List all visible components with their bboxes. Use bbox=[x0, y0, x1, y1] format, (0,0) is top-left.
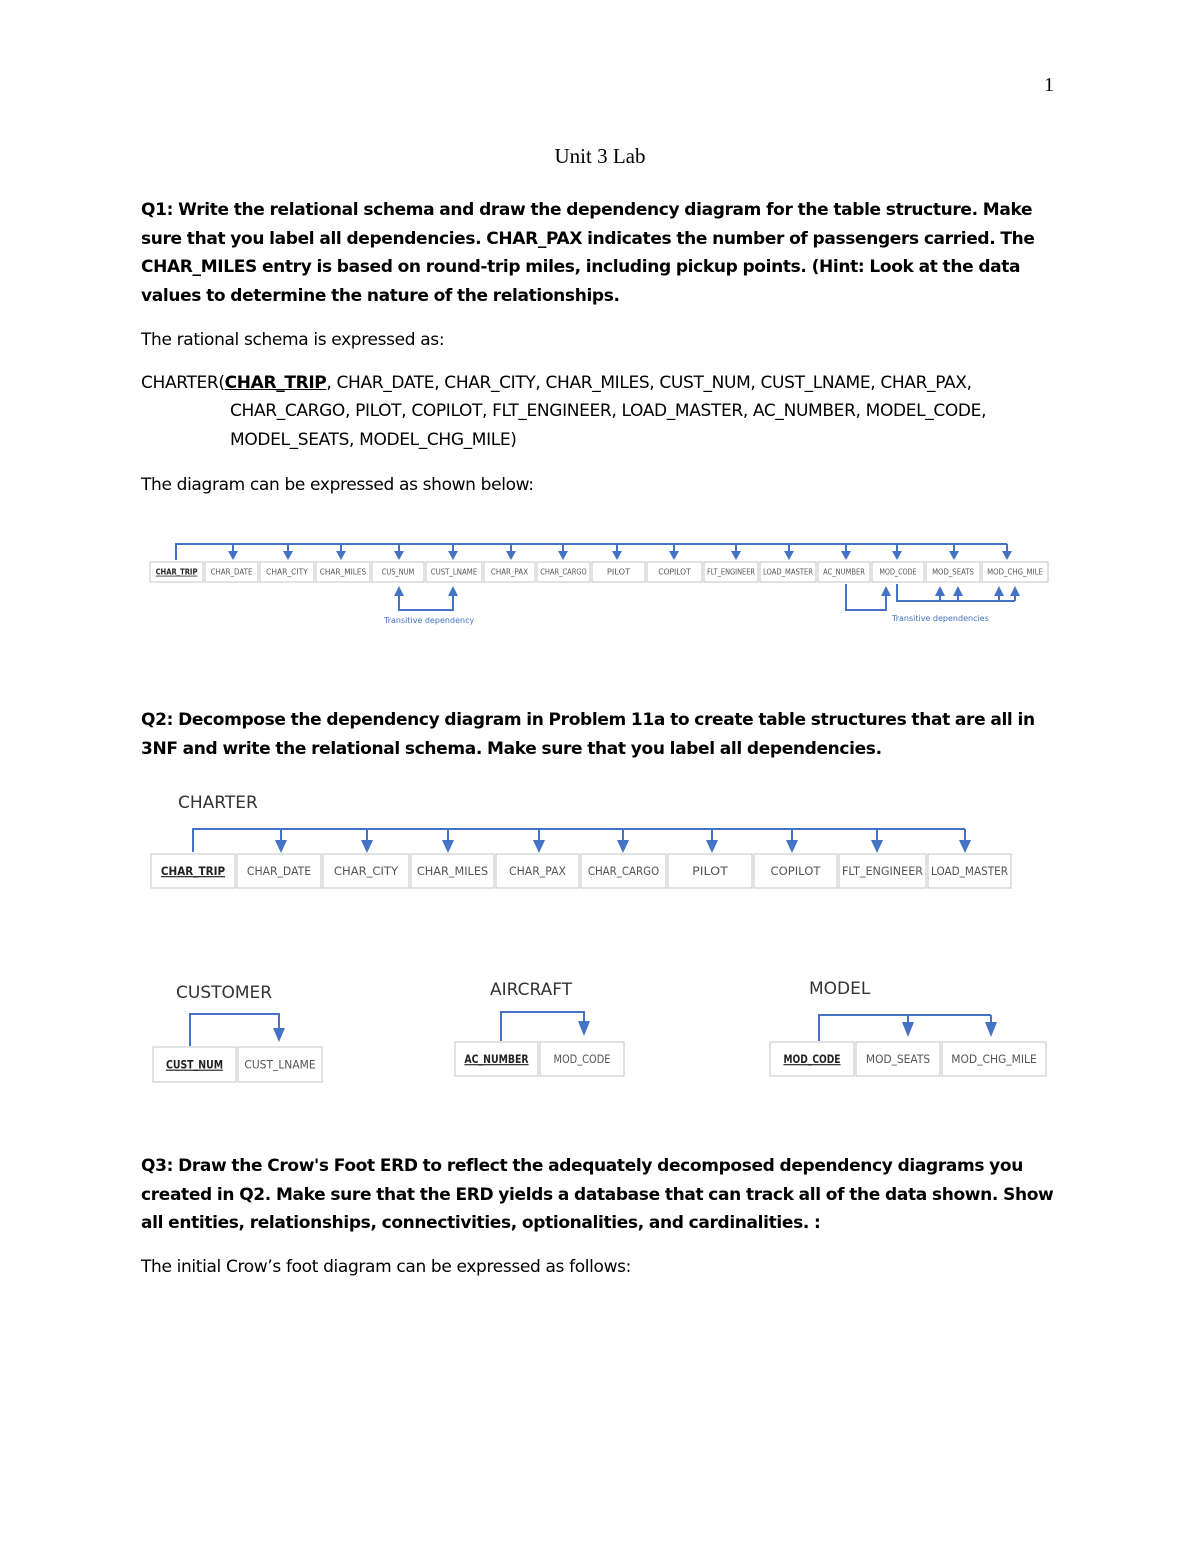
schema-intro: The rational schema is expressed as: bbox=[141, 330, 445, 350]
attribute-label: CHAR_CITY bbox=[266, 567, 309, 577]
attribute-label: LOAD_MASTER bbox=[763, 567, 813, 577]
primary-key-label: MOD_CODE bbox=[783, 1052, 856, 1067]
attribute-label: CUST_LNAME bbox=[244, 1057, 316, 1072]
q3-intro: The initial Crow’s foot diagram can be expressed as follows: bbox=[141, 1257, 632, 1277]
attribute-label: LOAD_MASTER bbox=[931, 864, 1008, 879]
attribute-label: MOD_SEATS bbox=[865, 1052, 931, 1067]
attribute-label: COPILOT bbox=[658, 567, 692, 577]
attribute-label: CUS_NUM bbox=[381, 567, 415, 577]
schema-line-2: CHAR_CARGO, PILOT, COPILOT, FLT_ENGINEER, LOAD_MASTER, AC_NUMBER, MODEL_CODE, bbox=[230, 401, 987, 421]
attribute-label: CHAR_PAX bbox=[508, 864, 567, 879]
schema-line-1-rest: , CHAR_DATE, CHAR_CITY, CHAR_MILES, CUST_NUM, CUST_LNAME, CHAR_PAX, bbox=[326, 373, 972, 393]
attribute-label: CHAR_DATE bbox=[210, 567, 253, 577]
primary-key-label: CHAR_TRIP bbox=[155, 567, 198, 577]
attribute-label: FLT_ENGINEER bbox=[707, 567, 755, 577]
aircraft-dependency-line bbox=[501, 1012, 584, 1041]
attribute-label: CUST_LNAME bbox=[430, 567, 478, 577]
q1-transitive-left-label: Transitive dependency bbox=[384, 616, 475, 625]
customer-table-title: CUSTOMER bbox=[176, 983, 273, 1003]
aircraft-attribute-row bbox=[455, 1042, 624, 1076]
attribute-label: COPILOT bbox=[770, 864, 822, 879]
attribute-label: MOD_CHG_MILE bbox=[951, 1052, 1037, 1067]
primary-key-label: CUST_NUM bbox=[165, 1057, 237, 1072]
attribute-label: CHAR_CITY bbox=[333, 864, 400, 879]
schema-primary-key: CHAR_TRIP bbox=[224, 373, 327, 393]
attribute-label: CHAR_MILES bbox=[319, 567, 367, 577]
q1-transitive-right-label: Transitive dependencies bbox=[892, 614, 989, 623]
q3-question-text: Q3: Draw the Crow's Foot ERD to reflect the adequately decomposed dependency diagrams you created in Q2. Make sure that the ERD yields a database that can track all of the data shown. Show all entities, relationships, connectivities, optionalities, and cardinalities. bbox=[141, 1156, 1054, 1233]
attribute-label: CHAR_DATE bbox=[246, 864, 312, 879]
attribute-label: CHAR_PAX bbox=[490, 567, 529, 577]
attribute-label: PILOT bbox=[692, 864, 729, 879]
diagram-intro: The diagram can be expressed as shown below: bbox=[141, 475, 534, 495]
customer-dependency-line bbox=[190, 1014, 279, 1046]
primary-key-label: AC_NUMBER bbox=[464, 1052, 544, 1067]
charter-attribute-row bbox=[151, 854, 1011, 888]
attribute-label: MOD_CHG_MILE bbox=[987, 567, 1044, 577]
attribute-label: CHAR_CARGO bbox=[540, 567, 587, 577]
attribute-label: CHAR_MILES bbox=[416, 864, 489, 879]
q2-question: Q2: Decompose the dependency diagram in Problem 11a to create table structures that are all in 3NF and write the relational schema. Make sure that you label all dependencies. bbox=[141, 710, 1035, 759]
customer-arrow bbox=[273, 1028, 285, 1042]
q3-question bbox=[141, 1152, 1066, 1238]
aircraft-arrow bbox=[578, 1021, 590, 1036]
model-arrow bbox=[985, 1022, 997, 1037]
attribute-label: MOD_SEATS bbox=[932, 567, 975, 577]
aircraft-table-title: AIRCRAFT bbox=[490, 980, 573, 1000]
schema-prefix: CHARTER( bbox=[141, 373, 225, 393]
attribute-label: FLT_ENGINEER bbox=[842, 864, 924, 879]
attribute-label: MOD_CODE bbox=[553, 1052, 611, 1067]
attribute-label: PILOT bbox=[606, 567, 631, 577]
model-arrow bbox=[902, 1022, 914, 1037]
model-table-title: MODEL bbox=[809, 979, 871, 999]
attribute-label: AC_NUMBER bbox=[823, 567, 865, 577]
q1-question: Q1: Write the relational schema and draw the dependency diagram for the table structure. Make sure that you label all dependencies. CHAR_PAX indicates the number of passengers carried. The CHAR_MILES entry is based on round-trip miles, including pickup points. (Hint: Look at the data values to determine the nature of the relationships. bbox=[141, 200, 1035, 306]
attribute-label: MOD_CODE bbox=[879, 567, 917, 577]
charter-table-title: CHARTER bbox=[178, 793, 258, 813]
charter-determinant-line bbox=[193, 829, 965, 852]
charter-arrows bbox=[275, 829, 971, 853]
document-title: Unit 3 Lab bbox=[554, 144, 646, 168]
page-number: 1 bbox=[1044, 74, 1054, 96]
q3-mark: : bbox=[814, 1213, 821, 1233]
model-attribute-row bbox=[770, 1042, 1046, 1076]
customer-attribute-row bbox=[153, 1047, 322, 1082]
attribute-label: CHAR_CARGO bbox=[587, 864, 660, 879]
primary-key-label: CHAR_TRIP bbox=[160, 864, 232, 879]
schema-line-3: MODEL_SEATS, MODEL_CHG_MILE) bbox=[230, 430, 517, 450]
